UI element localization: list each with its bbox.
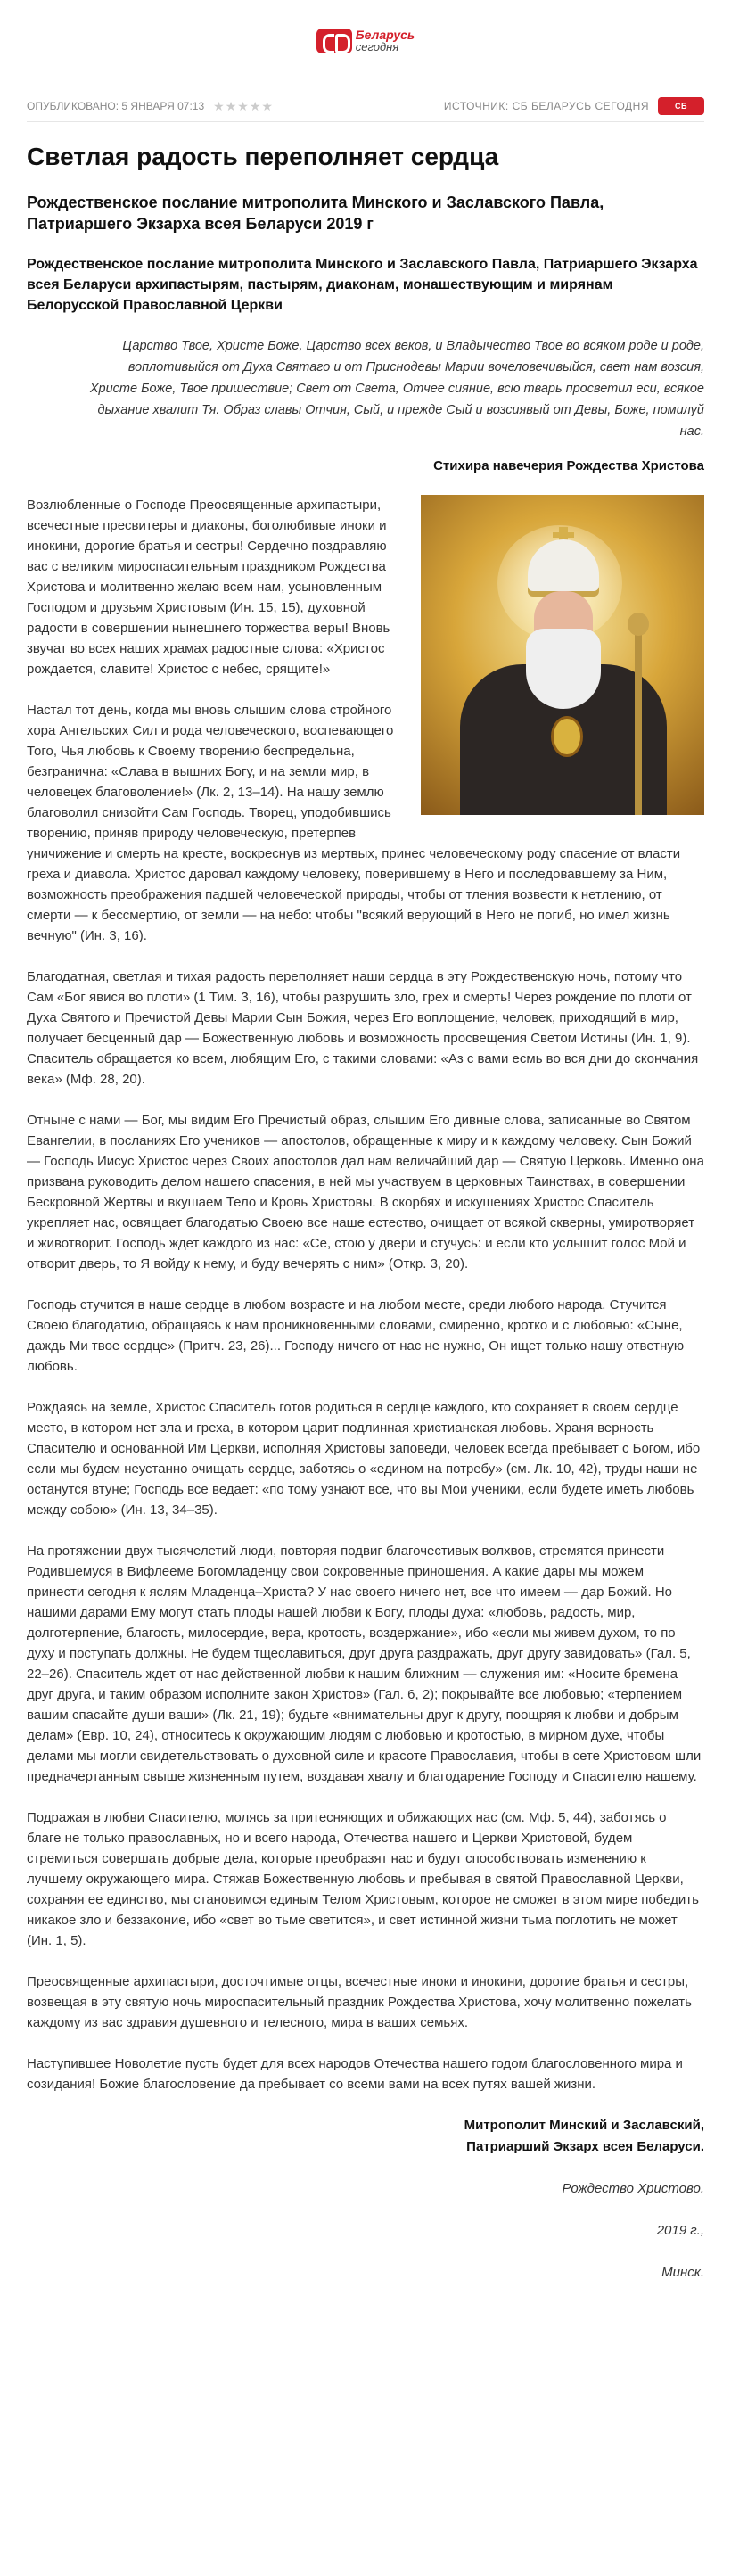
place-date-line: 2019 г., [656,2223,704,2238]
source-logo[interactable]: СБ [658,97,704,115]
star-icon[interactable]: ★ [225,98,238,113]
logo-line1: Беларусь [355,28,415,42]
epigraph-source: Стихира навечерия Рождества Христова [433,458,704,473]
paragraph: Господь стучится в наше сердце в любом возрасте и на любом месте, среди любого народа. Стучится Своею благодатию, обращаясь к нам проникновенными словами, смиренно, кротко и с любовью: «Сыне, даждь Ми твое сердце» (Притч. 23, 26)... Господу ничего от нас не нужно, Он ищет только нашу ответную любовь. [27,1297,685,1374]
signature-line: Митрополит Минский и Заславский, [464,2118,704,2133]
paragraph: Возлюбленные о Господе Преосвященные архипастыри, всечестные пресвитеры и диаконы, боголюбивые иноки и инокини, дорогие братья и сестры! Сердечно поздравляю вас с великим мироспасительным праздником Рождества Христова и молитвенно желаю всем нам, усыновленным Господом и друзьям Христовым (Ин. 15, 15), духовной радости в совершении нынешнего торжества веры! Вновь звучат во всех наших храмах радостные слова: «Христос рождается, славите! Христос с небес, срящите!» [27,498,390,677]
logo-line2: сегодня [355,40,399,53]
site-header [27,0,704,82]
rating-stars[interactable] [213,99,274,114]
place-date-line: Минск. [661,2265,704,2280]
published-date: ОПУБЛИКОВАНО: 5 ЯНВАРЯ 07:13 [27,100,205,112]
source-label: ИСТОЧНИК: СБ БЕЛАРУСЬ СЕГОДНЯ [443,100,649,112]
article-meta [27,91,704,122]
epigraph: Царство Твое, Христе Боже, Царство всех веков, и Владычество Твое во всяком роде и роде, воплотивыйся от Духа Святаго и от Приснодевы Марии вочеловечивыйся, свет нам возсия, Христе Боже, Твое пришествие; Свет от Света, Отчее сияние, всю тварь просветил еси, всякое дыхание хвалит Тя. Образ славы Отчия, Сый, и прежде Сый и возсиявый от Девы, Боже, помилуй нас. [89,339,704,439]
metropolitan-photo [421,495,704,815]
star-icon[interactable]: ★ [261,98,274,113]
site-logo[interactable] [316,29,415,53]
article-subtitle: Рождественское послание митрополита Минского и Заславского Павла, Патриаршего Экзарха всея Беларуси 2019 г [27,193,604,233]
signature-line: Патриарший Экзарх всея Беларуси. [466,2139,704,2154]
paragraph: Отныне с нами — Бог, мы видим Его Пречистый образ, слышим Его дивные слова, записанные во Святом Евангелии, в посланиях Его учеников — апостолов, обращенные к миру и к каждому человеку. Сын Божий — Господь Иисус Христос через Своих апостолов дал нам величайший дар — Святую Церковь. Именно она призвана руководить делом нашего спасения, в ней мы участвуем в церковных Таинствах, в совершении Бескровной Жертвы и вкушаем Тело и Кровь Христовы. В скорбях и искушениях Христос Спаситель укрепляет нас, освящает благодатью Своею все наше естество, очищает от всякой скверны, умиротворяет и животворит. Господь ждет каждого из нас: «Се, стою у двери и стучусь: и если кто услышит голос Мой и отворит дверь, то Я войду к нему, и буду вечерять с ним» (Откр. 3, 20). [27,1113,704,1272]
article-title: Светлая радость переполняет сердца [27,143,499,170]
paragraph: Настал тот день, когда мы вновь слышим слова стройного хора Ангельских Сил и рода человеческого, воспевающего Того, Чья любовь к Своему творению беспредельна, безгранична: «Слава в вышних Богу, и на земли мир, в человецех благоволение!» (Лк. 2, 13–14). На нашу землю благоволил снизойти Сам Господь. Творец, уподобившись творению, приняв природу человеческую, претерпев уничижение и смерть на кресте, воскреснув из мертвых, принес человеческому роду спасение от власти греха и диавола. Христос даровал каждому человеку, поверившему в Него и последовавшему за Ним, возможность преображения падшей человеческой природы, чтобы от тления возвести к нетлению, от смерти — к бессмертию, от земли — на небо: чтобы "всякий верующий в Него не погиб, но имел жизнь вечную" (Ин. 3, 16). [27,703,681,943]
paragraph: Наступившее Новолетие пусть будет для всех народов Отечества нашего годом благословенного мира и созидания! Божие благословение да пребывает со всеми вами на всех путях вашей жизни. [27,2056,683,2092]
sb-logo-icon [316,29,352,53]
star-icon[interactable]: ★ [249,98,262,113]
paragraph: Рождаясь на земле, Христос Спаситель готов родиться в сердце каждого, кто сохраняет в своем сердце место, в котором нет зла и греха, в котором царит подлинная христианская любовь. Храня верность Спасителю и основанной Им Церкви, исполняя Христовы заповеди, человек всегда пребывает с Богом, ибо если мы будем неустанно очищать сердце, заботясь о «едином на потребу» (см. Лк. 10, 42), труды наши не останутся втуне; Господь все ведает: «по тому узнают все, что вы Мои ученики, если будете иметь любовь между собою» (Ин. 13, 34–35). [27,1400,701,1518]
star-icon[interactable]: ★ [213,98,226,113]
article-heading: Рождественское послание митрополита Минского и Заславского Павла, Патриаршего Экзарха всея Беларуси архипастырям, пастырям, диаконам, монашествующим и мирянам Белорусской Православной Церкви [27,257,698,313]
paragraph: Преосвященные архипастыри, досточтимые отцы, всечестные иноки и инокини, дорогие братья и сестры, возвещая в эту святую ночь мироспасительный праздник Рождества Христова, хочу молитвенно пожелать каждому из вас здравия душевного и телесного, мира в ваших семьях. [27,1974,692,2030]
star-icon[interactable]: ★ [237,98,250,113]
paragraph: Подражая в любви Спасителю, молясь за притесняющих и обижающих нас (см. Мф. 5, 44), заботясь о благе не только православных, но и всего народа, Отечества нашего и Церкви Христовой, будем стремиться совершать добрые дела, которые преобразят нас и будут способствовать изменению к лучшему окружающего мира. Стяжав Божественную любовь и пребывая в святой Православной Церкви, сохраняя ее единство, мы становимся единым Телом Христовым, которое не сможет в этом мире победить никакое зло и беззаконие, ибо «свет во тьме светится», и свет истинной жизни тьма поглотить не может (Ин. 1, 5). [27,1810,699,1948]
place-date-line: Рождество Христово. [562,2181,704,2196]
paragraph: Благодатная, светлая и тихая радость переполняет наши сердца в эту Рождественскую ночь, потому что Сам «Бог явися во плоти» (1 Тим. 3, 16), чтобы разрушить зло, грех и смерть! Через рождение по плоти от Духа Святого и Пречистой Девы Марии Сын Божия, через Его воплощение, человек, приходящий в мир, получает бесценный дар — Божественную любовь и возможность просвещения Светом Истины (Ин. 1, 9). Спаситель обращается ко всем, любящим Его, с такими словами: «Аз с вами есмь во вся дни до скончания века» (Мф. 28, 20). [27,969,699,1087]
paragraph: На протяжении двух тысячелетий люди, повторяя подвиг благочестивых волхвов, стремятся принести Родившемуся в Вифлееме Богомладенцу свои сокровенные приношения. А какие дары мы можем принести сегодня к яслям Младенца–Христа? У нас своего ничего нет, все что имеем — дар Божий. Но нашими дарами Ему могут стать плоды нашей любви к Богу, плоды духа: «любовь, радость, мир, долготерпение, благость, милосердие, вера, кротость, воздержание», ибо «если мы живем духом, то по духу и поступать должны. Не будем тщеславиться, друг друга раздражать, друг другу завидовать» (Гал. 5, 22–26). Спаситель ждет от нас действенной любви к нашим ближним — служения им: «Носите бремена друг друга, и таким образом исполните закон Христов» (Гал. 6, 2); покрывайте все любовью; «терпением вашим спасайте души ваши» (Лк. 21, 19); будьте «внимательны друг к другу, поощряя к любви и добрым делам» (Евр. 10, 24), относитесь к окружающим людям с любовью и кротостью, в мирном духе, чтобы делами мы могли свидетельствовать о духовной силе и красоте Православия, чтобы в сете Христовом шли предначертанным свыше жизненным путем, воздавая хвалу и благодарение Господу и Спасителю нашему. [27,1543,702,1784]
signature [27,2115,704,2158]
